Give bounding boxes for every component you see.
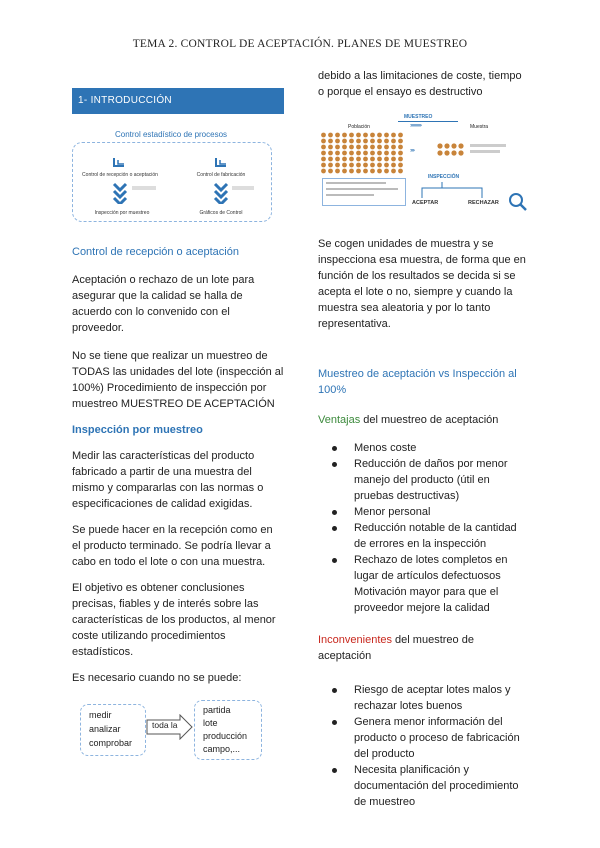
paragraph: Medir las características del producto fabricado a partir de una muestra del mismo y compararlas con las normas o especificaciones de calidad exigidas.: [72, 450, 264, 510]
paragraph: El objetivo es obtener conclusiones precisas, fiables y de interés sobre las características de los productos, al menor coste utilizando procedimientos estadísticos.: [72, 582, 276, 658]
inspeccion-label: INSPECCIÓN: [428, 174, 460, 180]
paragraph: Se cogen unidades de muestra y se inspecciona esa muestra, de forma que en función de los resultados se decida si se acepta el lote o no, siempre y cuando la muestra sea aleatoria y por lo tanto representativa.: [318, 238, 526, 330]
text-placeholder-bar: [470, 144, 506, 147]
subheading-muestreo-vs-inspeccion: Muestreo de aceptación vs Inspección al 100%: [318, 368, 517, 396]
chevron-right-icon: ››››: [410, 148, 414, 154]
list-item: Necesita planificación y documentación del procedimiento de muestreo: [318, 762, 530, 810]
left-column: [72, 88, 284, 764]
text-placeholder-bar: [326, 188, 398, 190]
object-item: lote: [203, 718, 218, 728]
object-box: [194, 700, 262, 760]
muestra-label: Muestra: [470, 124, 489, 130]
page-title: TEMA 2. CONTROL DE ACEPTACIÓN. PLANES DE MUESTREO: [132, 38, 468, 50]
action-item: analizar: [89, 724, 121, 734]
paragraph: Aceptación o rechazo de un lote para asegurar que la calidad se halla de acuerdo con lo convenido con el proveedor.: [72, 274, 255, 334]
arrow-label: toda la: [152, 720, 178, 730]
divider: [398, 121, 458, 122]
diagram-left-label: Control de recepción o aceptación: [82, 172, 158, 178]
inconvenientes-heading: [318, 632, 530, 664]
diagram-title: Control estadístico de procesos: [112, 130, 230, 139]
flow-icon: [112, 156, 126, 168]
list-item: Genera menor información del producto o proceso de fabricación del producto: [318, 714, 530, 762]
diagram-right-label: Control de fabricación: [196, 172, 246, 178]
diagram-left-bottom: Inspección por muestreo: [94, 210, 150, 216]
paragraph: debido a las limitaciones de coste, tiempo o porque el ensayo es destructivo: [318, 70, 522, 98]
ventajas-word: Ventajas: [318, 414, 361, 426]
text-placeholder-bar: [232, 186, 254, 190]
control-diagram: [72, 128, 272, 238]
population-dots: [320, 132, 404, 174]
list-item: Reducción notable de la cantidad de errores en la inspección: [318, 520, 530, 552]
paragraph: Es necesario cuando no se puede:: [72, 672, 242, 684]
inconvenientes-list: [318, 682, 530, 810]
muestreo-label: MUESTREO: [404, 114, 433, 120]
list-item: Rechazo de lotes completos en lugar de artículos defectuosos Motivación mayor para que el proveedor mejore la calidad: [318, 552, 530, 616]
inconvenientes-word: Inconvenientes: [318, 634, 392, 646]
aceptar-label: ACEPTAR: [412, 200, 439, 206]
action-box: [80, 704, 146, 756]
section-heading-introduccion: 1- INTRODUCCIÓN: [72, 88, 284, 114]
diagram-right-bottom: Gráficos de Control: [199, 210, 243, 216]
list-item: Reducción de daños por menor manejo del producto (útil en pruebas destructivas): [318, 456, 530, 504]
cannot-measure-diagram: [72, 700, 284, 764]
poblacion-label: Población: [348, 124, 370, 130]
text-placeholder-bar: [326, 194, 374, 196]
list-item: Riesgo de aceptar lotes malos y rechazar lotes buenos: [318, 682, 530, 714]
sampling-diagram: [318, 112, 530, 222]
chevron-down-icon: [112, 182, 128, 204]
text-placeholder-bar: [326, 182, 386, 184]
object-item: producción: [203, 731, 248, 741]
subheading-control-recepcion: Control de recepción o aceptación: [72, 246, 239, 258]
flow-icon: [214, 156, 228, 168]
ventajas-list: [318, 440, 530, 616]
list-item: Menos coste: [318, 440, 530, 456]
action-item: medir: [89, 710, 112, 720]
rechazar-label: RECHAZAR: [468, 200, 499, 206]
text-placeholder-bar: [132, 186, 156, 190]
chevron-down-icon: [213, 182, 229, 204]
ventajas-rest: del muestreo de aceptación: [360, 414, 499, 426]
paragraph: Se puede hacer en la recepción como en el producto terminado. Se podría llevar a cabo en todo el lote o con una muestra.: [72, 524, 273, 568]
paragraph: No se tiene que realizar un muestreo de TODAS las unidades del lote (inspección al 100%) Procedimiento de inspección por muestreo MUESTREO DE ACEPTACIÓN: [72, 350, 284, 410]
object-item: campo,...: [203, 744, 241, 754]
sample-dots: [436, 142, 464, 158]
chevron-right-icon: ›››››››››››: [410, 123, 421, 129]
ventajas-heading: [318, 412, 530, 428]
magnifier-icon: [508, 192, 528, 214]
action-item: comprobar: [89, 738, 133, 748]
subheading-inspeccion-muestreo: Inspección por muestreo: [72, 424, 203, 436]
inconvenientes-rest: del muestreo de aceptación: [318, 634, 474, 662]
text-placeholder-bar: [470, 150, 500, 153]
right-column: [318, 68, 530, 810]
list-item: Menor personal: [318, 504, 530, 520]
object-item: partida: [203, 705, 231, 715]
